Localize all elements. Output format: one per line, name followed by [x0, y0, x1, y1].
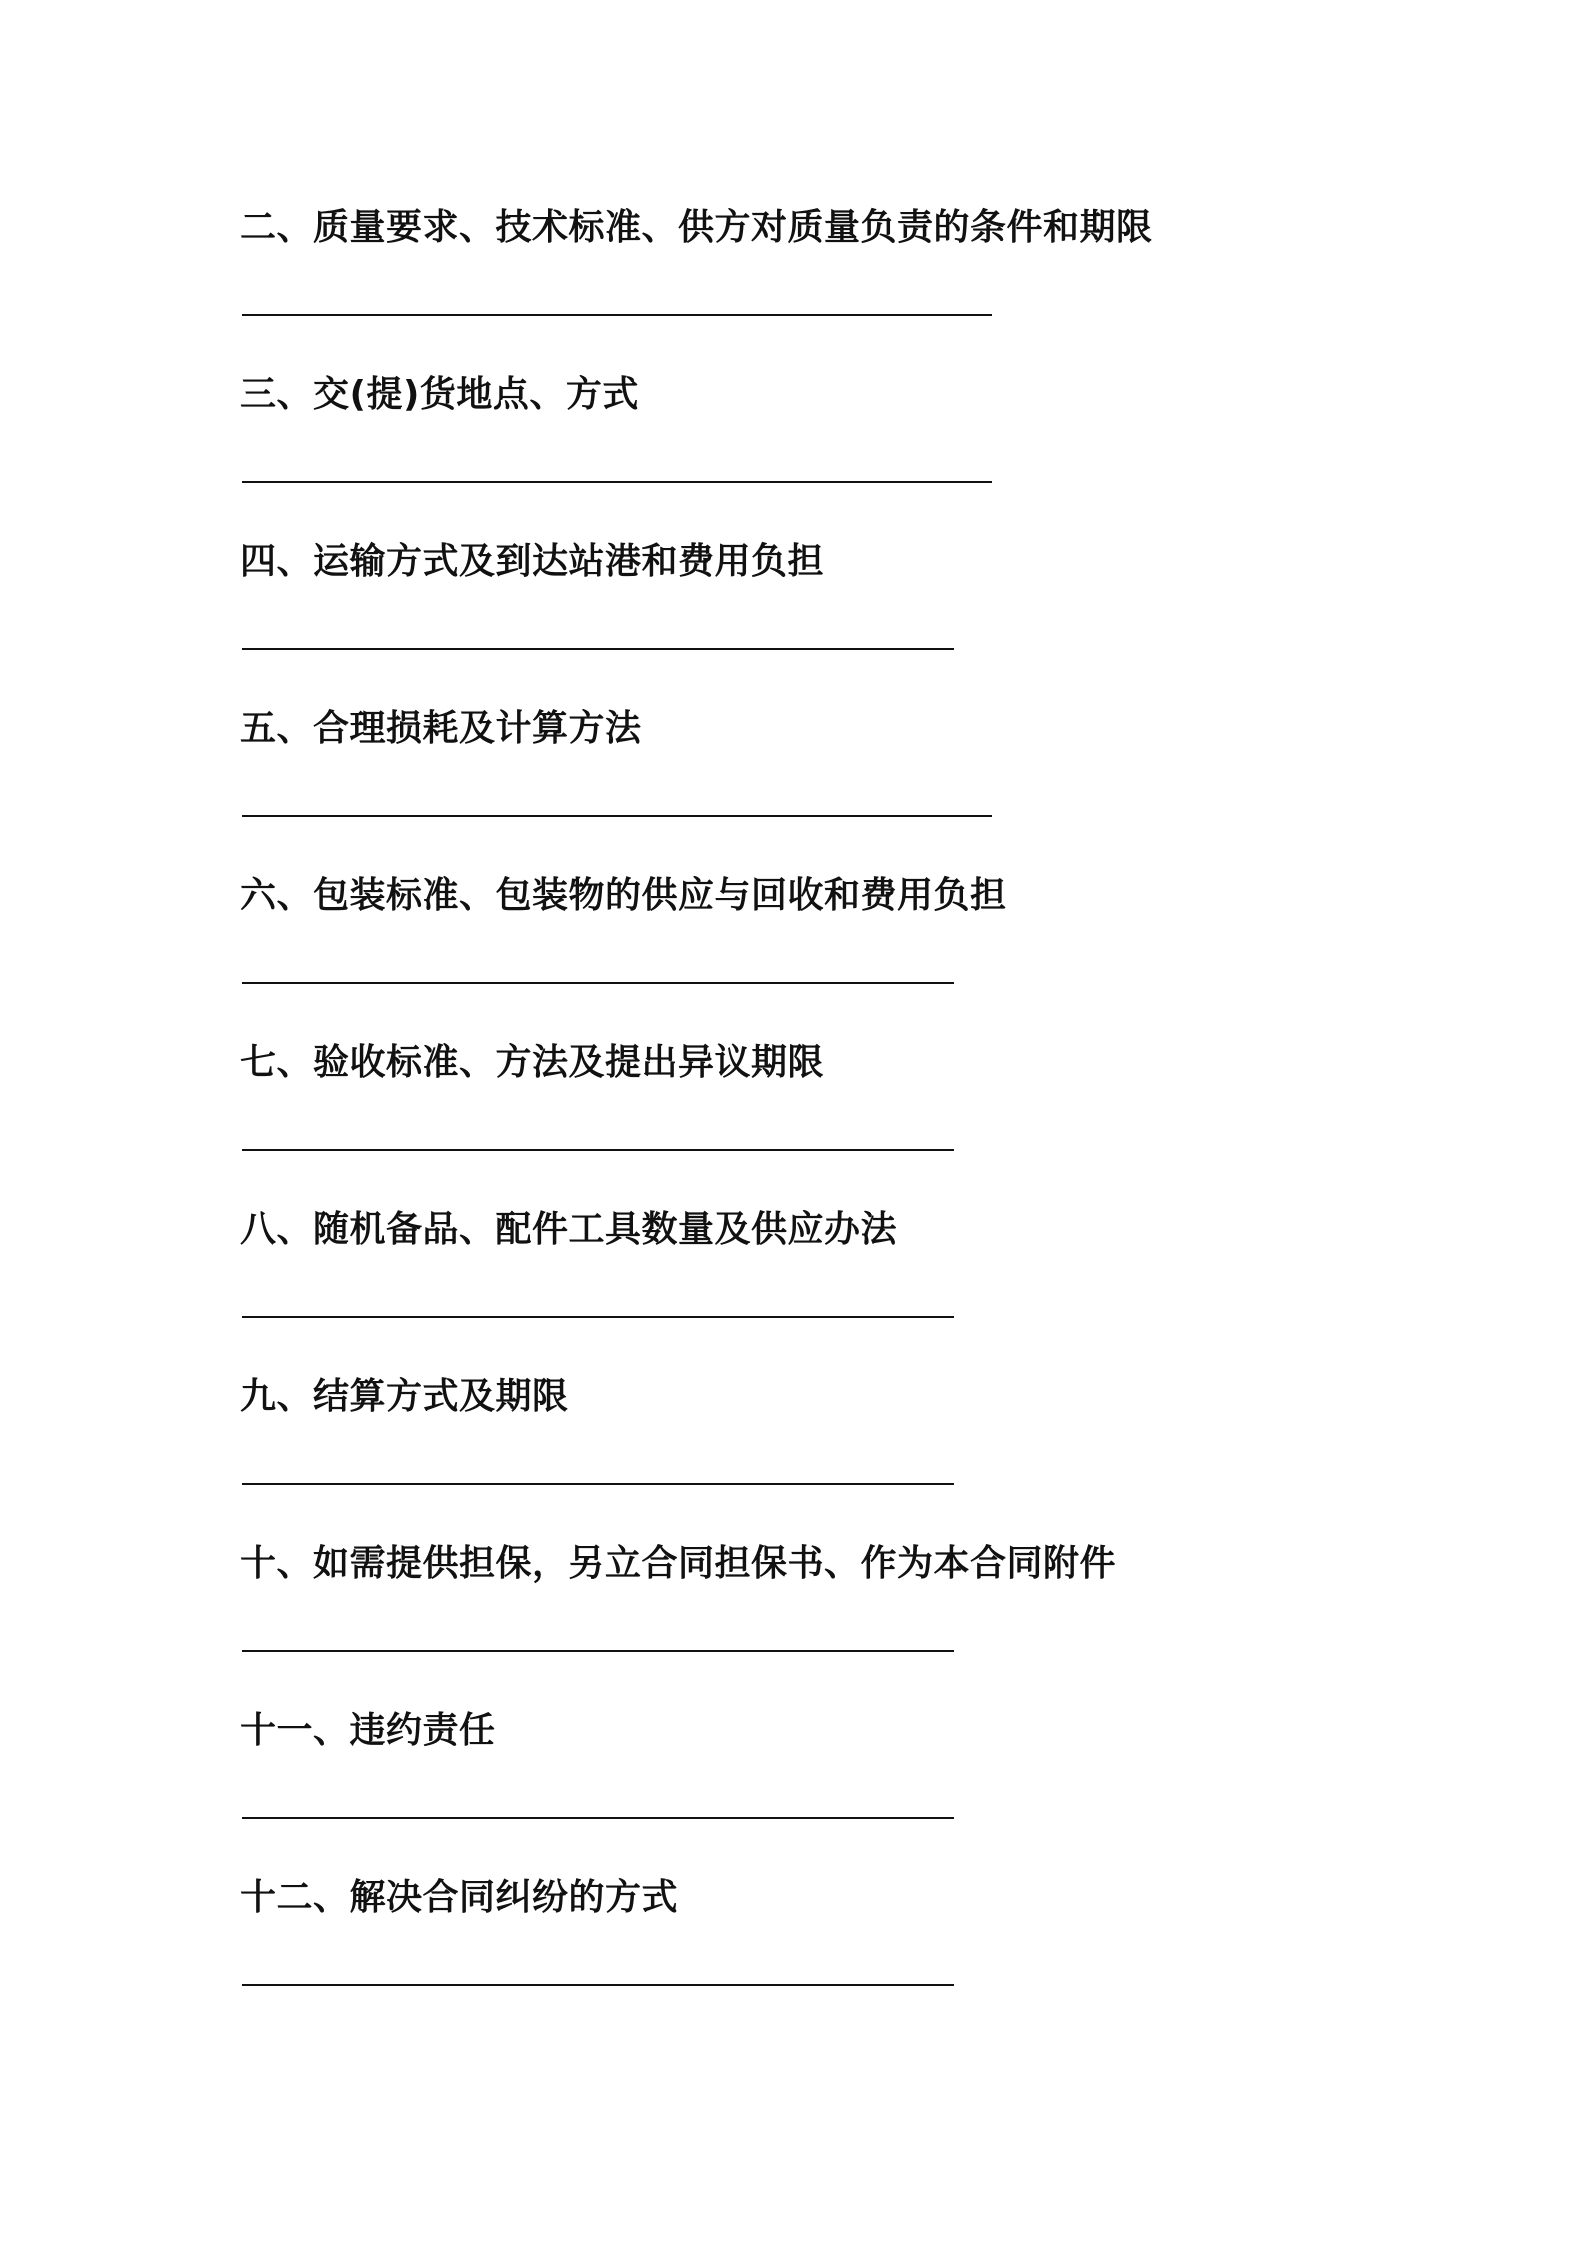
clause-heading: 五、合理损耗及计算方法	[240, 708, 642, 749]
fill-in-line	[242, 1817, 954, 1819]
fill-in-line	[242, 1650, 954, 1652]
clause-heading: 六、包装标准、包装物的供应与回收和费用负担	[240, 875, 1007, 916]
clause-heading: 三、交(提)货地点、方式	[240, 374, 639, 415]
clause-heading: 十、如需提供担保，另立合同担保书、作为本合同附件	[240, 1543, 1117, 1584]
fill-in-line	[242, 815, 992, 817]
fill-in-line	[242, 1316, 954, 1318]
clause-heading: 七、验收标准、方法及提出异议期限	[240, 1042, 825, 1083]
clause-heading: 十二、解决合同纠纷的方式	[240, 1877, 679, 1918]
clause-breach	[240, 1703, 1440, 1871]
clause-packaging	[240, 868, 1440, 1036]
fill-in-line	[242, 314, 992, 316]
clause-guarantee	[240, 1536, 1440, 1704]
fill-in-line	[242, 1149, 954, 1151]
clause-heading: 九、结算方式及期限	[240, 1376, 569, 1417]
fill-in-line	[242, 1483, 954, 1485]
clause-heading: 四、运输方式及到达站港和费用负担	[240, 541, 825, 582]
clause-settlement	[240, 1369, 1440, 1537]
clause-quality	[240, 200, 1440, 368]
clause-heading: 十一、违约责任	[240, 1710, 496, 1751]
fill-in-line	[242, 982, 954, 984]
clause-delivery	[240, 367, 1440, 535]
clause-loss	[240, 701, 1440, 869]
fill-in-line	[242, 648, 954, 650]
clause-spare-parts	[240, 1202, 1440, 1370]
clause-transport	[240, 534, 1440, 702]
clause-heading: 二、质量要求、技术标准、供方对质量负责的条件和期限	[240, 207, 1153, 248]
clause-acceptance	[240, 1035, 1440, 1203]
fill-in-line	[242, 481, 992, 483]
fill-in-line	[242, 1984, 954, 1986]
clause-heading: 八、随机备品、配件工具数量及供应办法	[240, 1209, 898, 1250]
clause-dispute	[240, 1870, 1440, 2038]
